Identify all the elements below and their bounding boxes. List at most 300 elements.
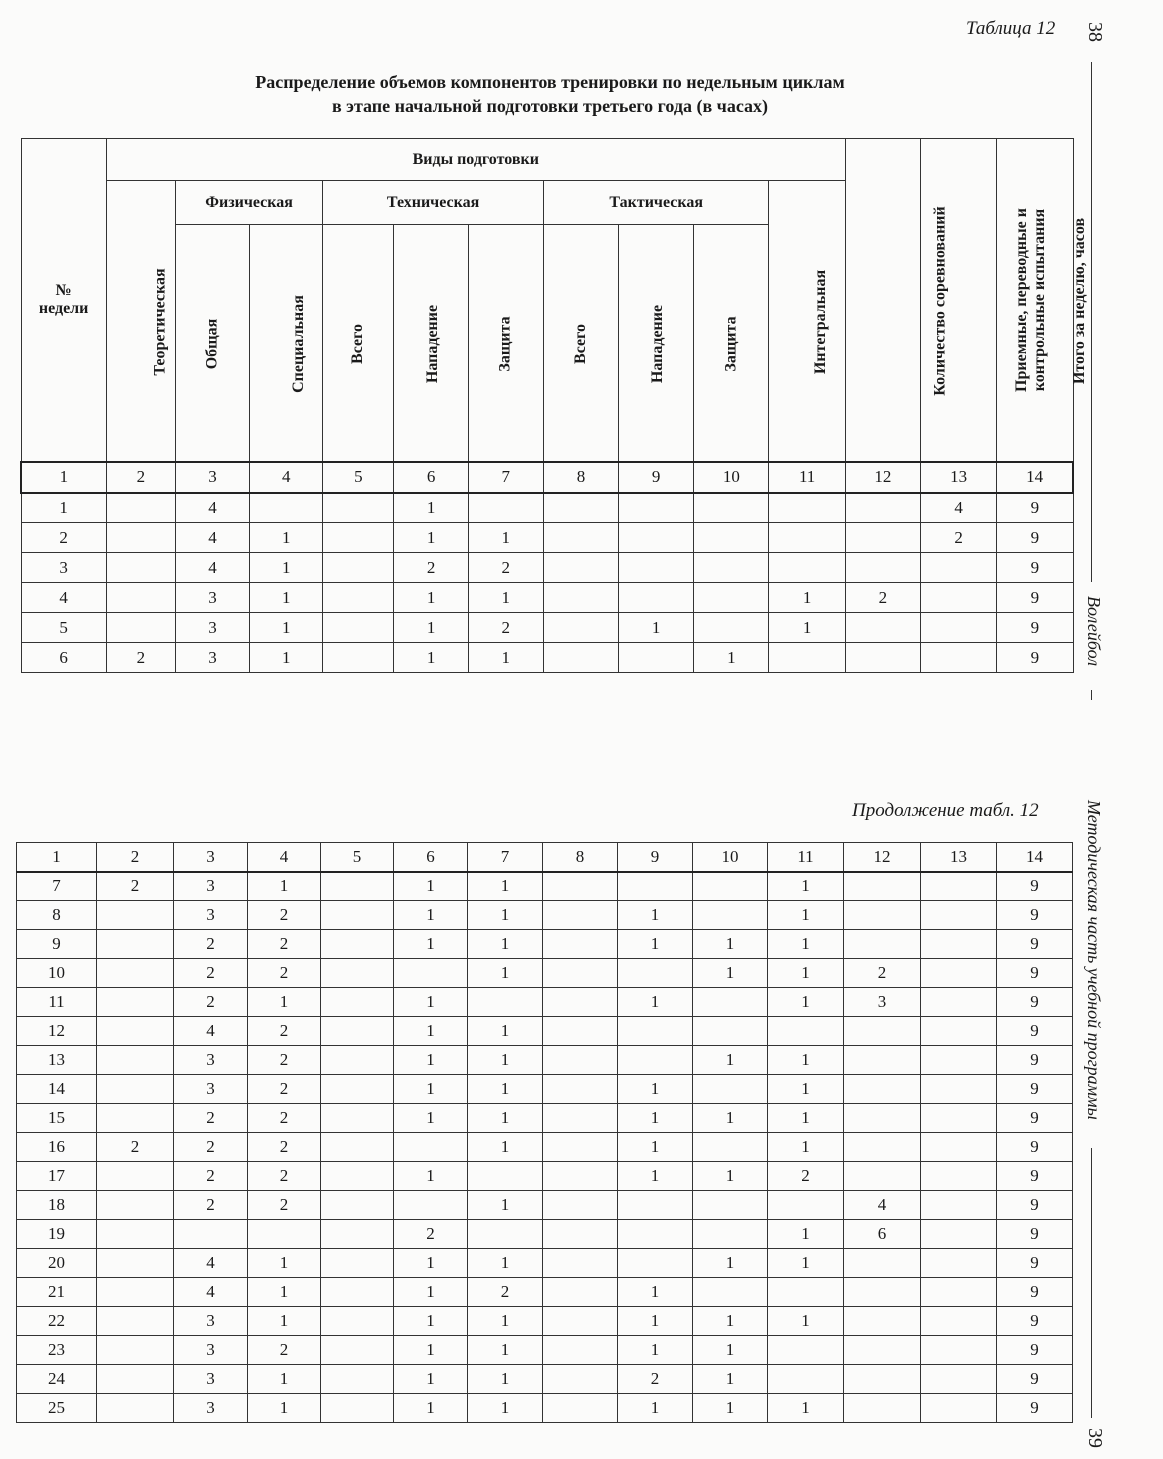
- cell-col-14: 9: [997, 1075, 1073, 1104]
- cell-col-6: 2: [394, 1220, 468, 1249]
- side-running-title: Волейбол: [1084, 596, 1104, 667]
- cell-col-7: [468, 988, 543, 1017]
- column-number-col-14: 14: [997, 462, 1073, 493]
- cell-col-3: 3: [174, 1075, 248, 1104]
- cell-col-8: [543, 1046, 618, 1075]
- cell-col-9: 1: [618, 1394, 693, 1423]
- cell-col-4: 2: [248, 901, 321, 930]
- cell-col-1: 1: [21, 493, 106, 523]
- cell-col-3: 4: [174, 1278, 248, 1307]
- column-number-col-8: 8: [543, 462, 618, 493]
- cell-col-11: 1: [768, 1249, 844, 1278]
- cell-col-11: [768, 1278, 844, 1307]
- cell-col-5: [321, 1278, 394, 1307]
- cell-col-5: [321, 1075, 394, 1104]
- cell-col-9: [618, 1191, 693, 1220]
- cell-col-2: [97, 1307, 174, 1336]
- cell-col-6: [394, 959, 468, 988]
- header-training-types: Виды подготовки: [106, 139, 845, 181]
- cell-col-4: 1: [248, 1365, 321, 1394]
- cell-col-10: [694, 553, 769, 583]
- cell-col-13: [921, 901, 997, 930]
- cell-col-12: [844, 1075, 921, 1104]
- cell-col-2: [97, 959, 174, 988]
- cell-col-1: 4: [21, 583, 106, 613]
- cell-col-10: 1: [693, 1249, 768, 1278]
- column-number-col-11: 11: [769, 462, 845, 493]
- cell-col-9: [618, 1220, 693, 1249]
- cell-col-8: [543, 901, 618, 930]
- cell-col-14: 9: [997, 493, 1073, 523]
- cell-col-2: [97, 1046, 174, 1075]
- table-row: [17, 1133, 1073, 1162]
- cell-col-9: 1: [618, 988, 693, 1017]
- cell-col-11: 1: [768, 1133, 844, 1162]
- column-number-row: [17, 843, 1073, 872]
- cell-col-12: [844, 1336, 921, 1365]
- cell-col-7: 1: [468, 583, 543, 613]
- cell-col-11: [769, 493, 845, 523]
- cell-col-13: [921, 1133, 997, 1162]
- cell-col-14: 9: [997, 1191, 1073, 1220]
- cell-col-1: 20: [17, 1249, 97, 1278]
- cell-col-10: [693, 872, 768, 901]
- cell-col-4: 1: [250, 583, 323, 613]
- cell-col-6: 1: [394, 1249, 468, 1278]
- page-number: 38: [1084, 22, 1106, 42]
- column-number-col-2: 2: [106, 462, 175, 493]
- cell-col-7: 1: [468, 959, 543, 988]
- cell-col-12: [844, 872, 921, 901]
- cell-col-6: 1: [394, 1075, 468, 1104]
- cell-col-14: 9: [997, 988, 1073, 1017]
- cell-col-5: [321, 1162, 394, 1191]
- cell-col-8: [543, 1162, 618, 1191]
- cell-col-12: 2: [844, 959, 921, 988]
- cell-col-3: 3: [174, 1307, 248, 1336]
- cell-col-11: 1: [768, 930, 844, 959]
- cell-col-13: [921, 1017, 997, 1046]
- cell-col-10: [693, 1220, 768, 1249]
- cell-col-12: [844, 1133, 921, 1162]
- cell-col-5: [323, 613, 394, 643]
- cell-col-2: [97, 1017, 174, 1046]
- header-week: № недели: [21, 139, 106, 462]
- cell-col-13: [921, 1191, 997, 1220]
- cell-col-12: [844, 1017, 921, 1046]
- cell-col-3: 3: [174, 1394, 248, 1423]
- cell-col-7: 1: [468, 523, 543, 553]
- header-week-total: Итого за неделю, часов: [997, 139, 1073, 462]
- cell-col-14: 9: [997, 583, 1073, 613]
- cell-col-2: [97, 1104, 174, 1133]
- cell-col-2: [97, 1075, 174, 1104]
- cell-col-6: 1: [394, 1307, 468, 1336]
- cell-col-13: [921, 1307, 997, 1336]
- cell-col-11: 1: [768, 1104, 844, 1133]
- cell-col-8: [543, 1191, 618, 1220]
- cell-col-10: [693, 1017, 768, 1046]
- cell-col-3: 2: [174, 930, 248, 959]
- cell-col-14: 9: [997, 1017, 1073, 1046]
- header-theoretical: Теоретическая: [106, 181, 175, 462]
- cell-col-11: 1: [768, 1075, 844, 1104]
- cell-col-6: 1: [394, 1394, 468, 1423]
- cell-col-8: [543, 1278, 618, 1307]
- cell-col-2: [97, 988, 174, 1017]
- column-number-col-9: 9: [618, 843, 693, 872]
- cell-col-5: [321, 1220, 394, 1249]
- table-caption: Таблица 12: [966, 18, 1056, 39]
- column-number-col-10: 10: [694, 462, 769, 493]
- cell-col-12: 4: [844, 1191, 921, 1220]
- table-row: [17, 1336, 1073, 1365]
- cell-col-6: 2: [394, 553, 468, 583]
- cell-col-13: [921, 553, 997, 583]
- cell-col-3: 3: [174, 1336, 248, 1365]
- cell-col-1: 3: [21, 553, 106, 583]
- header-physical: Физическая: [175, 181, 322, 225]
- cell-col-14: 9: [997, 1046, 1073, 1075]
- cell-col-14: 9: [997, 1278, 1073, 1307]
- cell-col-5: [321, 1336, 394, 1365]
- cell-col-9: [618, 1249, 693, 1278]
- cell-col-4: 2: [248, 1075, 321, 1104]
- cell-col-11: 2: [768, 1162, 844, 1191]
- cell-col-14: 9: [997, 613, 1073, 643]
- cell-col-2: [106, 523, 175, 553]
- cell-col-2: [97, 1394, 174, 1423]
- cell-col-5: [321, 1307, 394, 1336]
- cell-col-11: 1: [768, 959, 844, 988]
- cell-col-3: 3: [174, 1365, 248, 1394]
- cell-col-6: 1: [394, 1046, 468, 1075]
- cell-col-14: 9: [997, 1394, 1073, 1423]
- cell-col-7: 2: [468, 1278, 543, 1307]
- cell-col-7: 1: [468, 930, 543, 959]
- cell-col-8: [543, 1104, 618, 1133]
- cell-col-10: 1: [694, 643, 769, 673]
- cell-col-11: [768, 1017, 844, 1046]
- cell-col-4: 2: [248, 959, 321, 988]
- cell-col-9: 1: [618, 1075, 693, 1104]
- cell-col-5: [321, 1191, 394, 1220]
- cell-col-13: [921, 1046, 997, 1075]
- table-row: [17, 1278, 1073, 1307]
- cell-col-7: 1: [468, 1336, 543, 1365]
- cell-col-1: 15: [17, 1104, 97, 1133]
- cell-col-2: [106, 583, 175, 613]
- cell-col-11: [769, 643, 845, 673]
- cell-col-6: 1: [394, 1017, 468, 1046]
- column-number-col-1: 1: [21, 462, 106, 493]
- header-integral: Интегральная: [769, 181, 845, 462]
- cell-col-12: [845, 523, 920, 553]
- cell-col-4: 1: [248, 1307, 321, 1336]
- cell-col-9: 1: [618, 930, 693, 959]
- cell-col-6: 1: [394, 493, 468, 523]
- table-row: [17, 1191, 1073, 1220]
- cell-col-14: 9: [997, 1133, 1073, 1162]
- cell-col-3: 3: [175, 643, 249, 673]
- cell-col-11: 1: [768, 901, 844, 930]
- cell-col-4: 2: [248, 1104, 321, 1133]
- column-number-col-5: 5: [321, 843, 394, 872]
- cell-col-13: [921, 930, 997, 959]
- cell-col-2: [97, 1162, 174, 1191]
- table-row: [17, 1075, 1073, 1104]
- table-row: [17, 1104, 1073, 1133]
- cell-col-8: [543, 959, 618, 988]
- cell-col-13: [921, 1394, 997, 1423]
- cell-col-10: [693, 1278, 768, 1307]
- cell-col-1: 8: [17, 901, 97, 930]
- cell-col-1: 6: [21, 643, 106, 673]
- cell-col-2: 2: [97, 872, 174, 901]
- cell-col-5: [323, 553, 394, 583]
- cell-col-2: [97, 1336, 174, 1365]
- cell-col-9: 1: [618, 1162, 693, 1191]
- cell-col-10: 1: [693, 1307, 768, 1336]
- column-number-col-11: 11: [768, 843, 844, 872]
- table-row: [17, 901, 1073, 930]
- cell-col-5: [321, 1104, 394, 1133]
- cell-col-13: 2: [921, 523, 997, 553]
- side-running-title: Методическая часть учебной программы: [1084, 800, 1104, 1120]
- cell-col-9: 1: [619, 613, 694, 643]
- table-row: [17, 959, 1073, 988]
- cell-col-1: 18: [17, 1191, 97, 1220]
- cell-col-4: 1: [248, 988, 321, 1017]
- cell-col-13: [921, 583, 997, 613]
- cell-col-4: 2: [248, 1046, 321, 1075]
- header-technical: Техническая: [323, 181, 544, 225]
- cell-col-13: [921, 613, 997, 643]
- cell-col-4: 2: [248, 1017, 321, 1046]
- cell-col-14: 9: [997, 643, 1073, 673]
- cell-col-9: [618, 872, 693, 901]
- cell-col-11: [768, 1191, 844, 1220]
- cell-col-2: [97, 901, 174, 930]
- cell-col-6: 1: [394, 583, 468, 613]
- cell-col-5: [323, 643, 394, 673]
- cell-col-2: 2: [97, 1133, 174, 1162]
- cell-col-3: 4: [175, 553, 249, 583]
- header-tests: Приемные, переводные и контрольные испытания: [921, 139, 997, 462]
- cell-col-4: 2: [248, 1336, 321, 1365]
- cell-col-8: [543, 1336, 618, 1365]
- cell-col-5: [321, 1133, 394, 1162]
- header-tactical-total: Всего: [543, 225, 618, 462]
- page-number: 39: [1084, 1428, 1106, 1448]
- cell-col-1: 22: [17, 1307, 97, 1336]
- cell-col-3: 4: [174, 1249, 248, 1278]
- table-row: [21, 523, 1073, 553]
- cell-col-14: 9: [997, 1104, 1073, 1133]
- cell-col-8: [543, 1394, 618, 1423]
- column-number-col-9: 9: [619, 462, 694, 493]
- cell-col-1: 23: [17, 1336, 97, 1365]
- cell-col-6: 1: [394, 988, 468, 1017]
- cell-col-2: [97, 1365, 174, 1394]
- table-row: [17, 1017, 1073, 1046]
- cell-col-7: 1: [468, 1075, 543, 1104]
- cell-col-13: [921, 988, 997, 1017]
- cell-col-3: 2: [174, 1104, 248, 1133]
- table-title-line: в этапе начальной подготовки третьего года (в часах): [331, 96, 769, 116]
- cell-col-5: [323, 583, 394, 613]
- cell-col-13: [921, 1075, 997, 1104]
- cell-col-14: 9: [997, 1162, 1073, 1191]
- cell-col-10: 1: [693, 1394, 768, 1423]
- cell-col-9: 1: [618, 1278, 693, 1307]
- cell-col-6: 1: [394, 613, 468, 643]
- cell-col-11: [768, 1365, 844, 1394]
- cell-col-3: 3: [174, 1046, 248, 1075]
- cell-col-1: 14: [17, 1075, 97, 1104]
- cell-col-3: 3: [175, 613, 249, 643]
- cell-col-4: 2: [248, 930, 321, 959]
- cell-col-1: 17: [17, 1162, 97, 1191]
- cell-col-10: [694, 523, 769, 553]
- cell-col-13: [921, 959, 997, 988]
- cell-col-4: 1: [248, 1394, 321, 1423]
- cell-col-7: 1: [468, 1307, 543, 1336]
- cell-col-14: 9: [997, 1336, 1073, 1365]
- cell-col-5: [321, 1365, 394, 1394]
- cell-col-9: [619, 493, 694, 523]
- table-row: [17, 1162, 1073, 1191]
- cell-col-1: 24: [17, 1365, 97, 1394]
- cell-col-7: 1: [468, 1104, 543, 1133]
- cell-col-1: 10: [17, 959, 97, 988]
- cell-col-12: [845, 643, 920, 673]
- cell-col-2: [97, 1191, 174, 1220]
- cell-col-5: [321, 1046, 394, 1075]
- cell-col-9: 1: [618, 1307, 693, 1336]
- cell-col-4: 1: [248, 1249, 321, 1278]
- cell-col-4: [250, 493, 323, 523]
- cell-col-4: 1: [248, 1278, 321, 1307]
- column-number-col-13: 13: [921, 462, 997, 493]
- cell-col-6: 1: [394, 930, 468, 959]
- cell-col-8: [543, 553, 618, 583]
- cell-col-9: 1: [618, 901, 693, 930]
- cell-col-6: 1: [394, 1336, 468, 1365]
- column-number-col-6: 6: [394, 462, 468, 493]
- cell-col-6: 1: [394, 1104, 468, 1133]
- cell-col-10: [693, 901, 768, 930]
- training-table-bottom: [16, 842, 1073, 1423]
- cell-col-7: 1: [468, 1191, 543, 1220]
- column-number-col-8: 8: [543, 843, 618, 872]
- cell-col-10: 1: [693, 930, 768, 959]
- cell-col-2: [97, 1278, 174, 1307]
- cell-col-1: 21: [17, 1278, 97, 1307]
- cell-col-7: [468, 493, 543, 523]
- cell-col-5: [321, 901, 394, 930]
- table-row: [17, 1249, 1073, 1278]
- cell-col-12: [845, 553, 920, 583]
- column-number-col-4: 4: [248, 843, 321, 872]
- cell-col-3: 2: [174, 1162, 248, 1191]
- cell-col-14: 9: [997, 1307, 1073, 1336]
- column-number-col-10: 10: [693, 843, 768, 872]
- cell-col-12: [844, 930, 921, 959]
- table-row: [17, 988, 1073, 1017]
- cell-col-3: 3: [175, 583, 249, 613]
- cell-col-1: 19: [17, 1220, 97, 1249]
- cell-col-5: [321, 930, 394, 959]
- cell-col-11: 1: [768, 872, 844, 901]
- cell-col-7: 2: [468, 553, 543, 583]
- cell-col-5: [321, 1394, 394, 1423]
- cell-col-5: [321, 872, 394, 901]
- cell-col-7: 1: [468, 872, 543, 901]
- cell-col-7: 1: [468, 1133, 543, 1162]
- cell-col-6: 1: [394, 523, 468, 553]
- cell-col-4: [248, 1220, 321, 1249]
- cell-col-13: [921, 1249, 997, 1278]
- column-number-col-3: 3: [174, 843, 248, 872]
- header-special: Специальная: [250, 225, 323, 462]
- cell-col-13: 4: [921, 493, 997, 523]
- cell-col-13: [921, 643, 997, 673]
- cell-col-5: [321, 1017, 394, 1046]
- cell-col-4: 1: [250, 613, 323, 643]
- cell-col-9: [618, 959, 693, 988]
- cell-col-6: [394, 1191, 468, 1220]
- cell-col-9: 1: [618, 1104, 693, 1133]
- cell-col-3: 2: [174, 959, 248, 988]
- cell-col-8: [543, 930, 618, 959]
- cell-col-8: [543, 1365, 618, 1394]
- cell-col-6: 1: [394, 872, 468, 901]
- cell-col-4: 1: [250, 523, 323, 553]
- cell-col-10: [693, 1133, 768, 1162]
- cell-col-2: [106, 553, 175, 583]
- margin-rule: [1091, 62, 1092, 582]
- cell-col-13: [921, 1162, 997, 1191]
- cell-col-11: [769, 523, 845, 553]
- cell-col-6: [394, 1133, 468, 1162]
- cell-col-9: [618, 1046, 693, 1075]
- cell-col-5: [323, 493, 394, 523]
- cell-col-12: [844, 1046, 921, 1075]
- cell-col-10: 1: [693, 1046, 768, 1075]
- cell-col-6: 1: [394, 1162, 468, 1191]
- cell-col-8: [543, 1307, 618, 1336]
- cell-col-8: [543, 1133, 618, 1162]
- cell-col-3: 3: [174, 872, 248, 901]
- cell-col-1: 12: [17, 1017, 97, 1046]
- cell-col-3: 3: [174, 901, 248, 930]
- cell-col-10: [694, 493, 769, 523]
- cell-col-14: 9: [997, 959, 1073, 988]
- cell-col-2: 2: [106, 643, 175, 673]
- cell-col-10: 1: [693, 1104, 768, 1133]
- cell-col-7: 1: [468, 1365, 543, 1394]
- cell-col-12: [844, 1307, 921, 1336]
- cell-col-9: [619, 523, 694, 553]
- cell-col-12: [844, 1104, 921, 1133]
- cell-col-1: 7: [17, 872, 97, 901]
- cell-col-14: 9: [997, 1220, 1073, 1249]
- cell-col-3: [174, 1220, 248, 1249]
- header-tactical-attack: Нападение: [619, 225, 694, 462]
- cell-col-9: 2: [618, 1365, 693, 1394]
- cell-col-5: [321, 1249, 394, 1278]
